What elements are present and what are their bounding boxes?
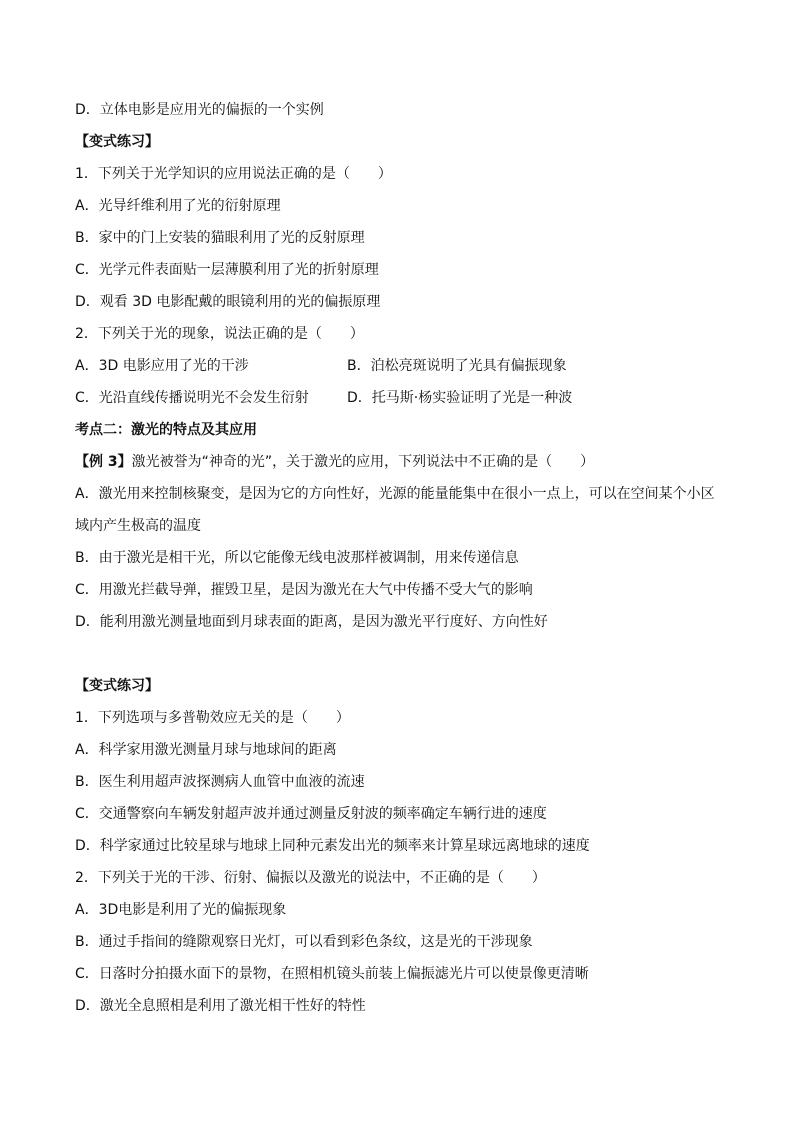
practice2-q2-option-a: A．3D电影是利用了光的偏振现象 [75, 902, 287, 918]
practice2-q2-option-b: B．通过手指间的缝隙观察日光灯，可以看到彩色条纹，这是光的干涉现象 [75, 934, 533, 950]
practice1-q1-option-a: A．光导纤维利用了光的衍射原理 [75, 198, 281, 214]
practice2-q1-stem: 1．下列选项与多普勒效应无关的是（ ） [75, 710, 350, 726]
example3-option-c: C．用激光拦截导弹，摧毁卫星，是因为激光在大气中传播不受大气的影响 [75, 582, 533, 598]
practice2-q1-option-a: A．科学家用激光测量月球与地球间的距离 [75, 742, 337, 758]
example3-label: 【例 3】 [75, 454, 132, 470]
practice-heading-1: 【变式练习】 [75, 134, 159, 150]
practice2-q1-option-d: D．科学家通过比较星球与地球上同种元素发出光的频率来计算星球远离地球的速度 [75, 838, 590, 854]
practice-heading-2: 【变式练习】 [75, 678, 159, 694]
practice1-q2-stem: 2．下列关于光的现象，说法正确的是（ ） [75, 326, 364, 342]
example3-stem: 激光被誉为“神奇的光”，关于激光的应用，下列说法中不正确的是（ ） [131, 454, 595, 470]
practice2-q1-option-c: C．交通警察向车辆发射超声波并通过测量反射波的频率确定车辆行进的速度 [75, 806, 547, 822]
practice2-q2-option-c: C．日落时分拍摄水面下的景物，在照相机镜头前装上偏振滤光片可以使景像更清晰 [75, 966, 589, 982]
practice1-q2-option-c: C．光沿直线传播说明光不会发生衍射 [75, 390, 309, 406]
practice1-q2-option-b: B．泊松亮斑说明了光具有偏振现象 [347, 358, 567, 374]
practice1-q1-option-c: C．光学元件表面贴一层薄膜利用了光的折射原理 [75, 262, 379, 278]
practice1-q2-option-a: A．3D 电影应用了光的干涉 [75, 358, 249, 374]
practice1-q1-option-d: D．观看 3D 电影配戴的眼镜利用的光的偏振原理 [75, 294, 381, 310]
practice1-q1-stem: 1．下列关于光学知识的应用说法正确的是（ ） [75, 166, 392, 182]
section-title-2: 考点二：激光的特点及其应用 [75, 422, 257, 438]
prev-question-option-d: D．立体电影是应用光的偏振的一个实例 [75, 102, 324, 118]
practice1-q1-option-b: B．家中的门上安装的猫眼利用了光的反射原理 [75, 230, 365, 246]
example3-option-d: D．能利用激光测量地面到月球表面的距离，是因为激光平行度好、方向性好 [75, 614, 548, 630]
example3-stem-line [75, 452, 724, 472]
example3-option-a: A．激光用来控制核聚变，是因为它的方向性好，光源的能量能集中在很小一点上，可以在空间某个小区域内产生极高的温度 [75, 486, 715, 534]
practice1-q2-option-d: D．托马斯·杨实验证明了光是一种波 [347, 390, 573, 406]
practice2-q2-option-d: D．激光全息照相是利用了激光相干性好的特性 [75, 998, 366, 1014]
practice2-q2-stem: 2．下列关于光的干涉、衍射、偏振以及激光的说法中，不正确的是（ ） [75, 870, 546, 886]
example3-option-b: B．由于激光是相干光，所以它能像无线电波那样被调制，用来传递信息 [75, 550, 519, 566]
practice2-q1-option-b: B．医生利用超声波探测病人血管中血液的流速 [75, 774, 365, 790]
